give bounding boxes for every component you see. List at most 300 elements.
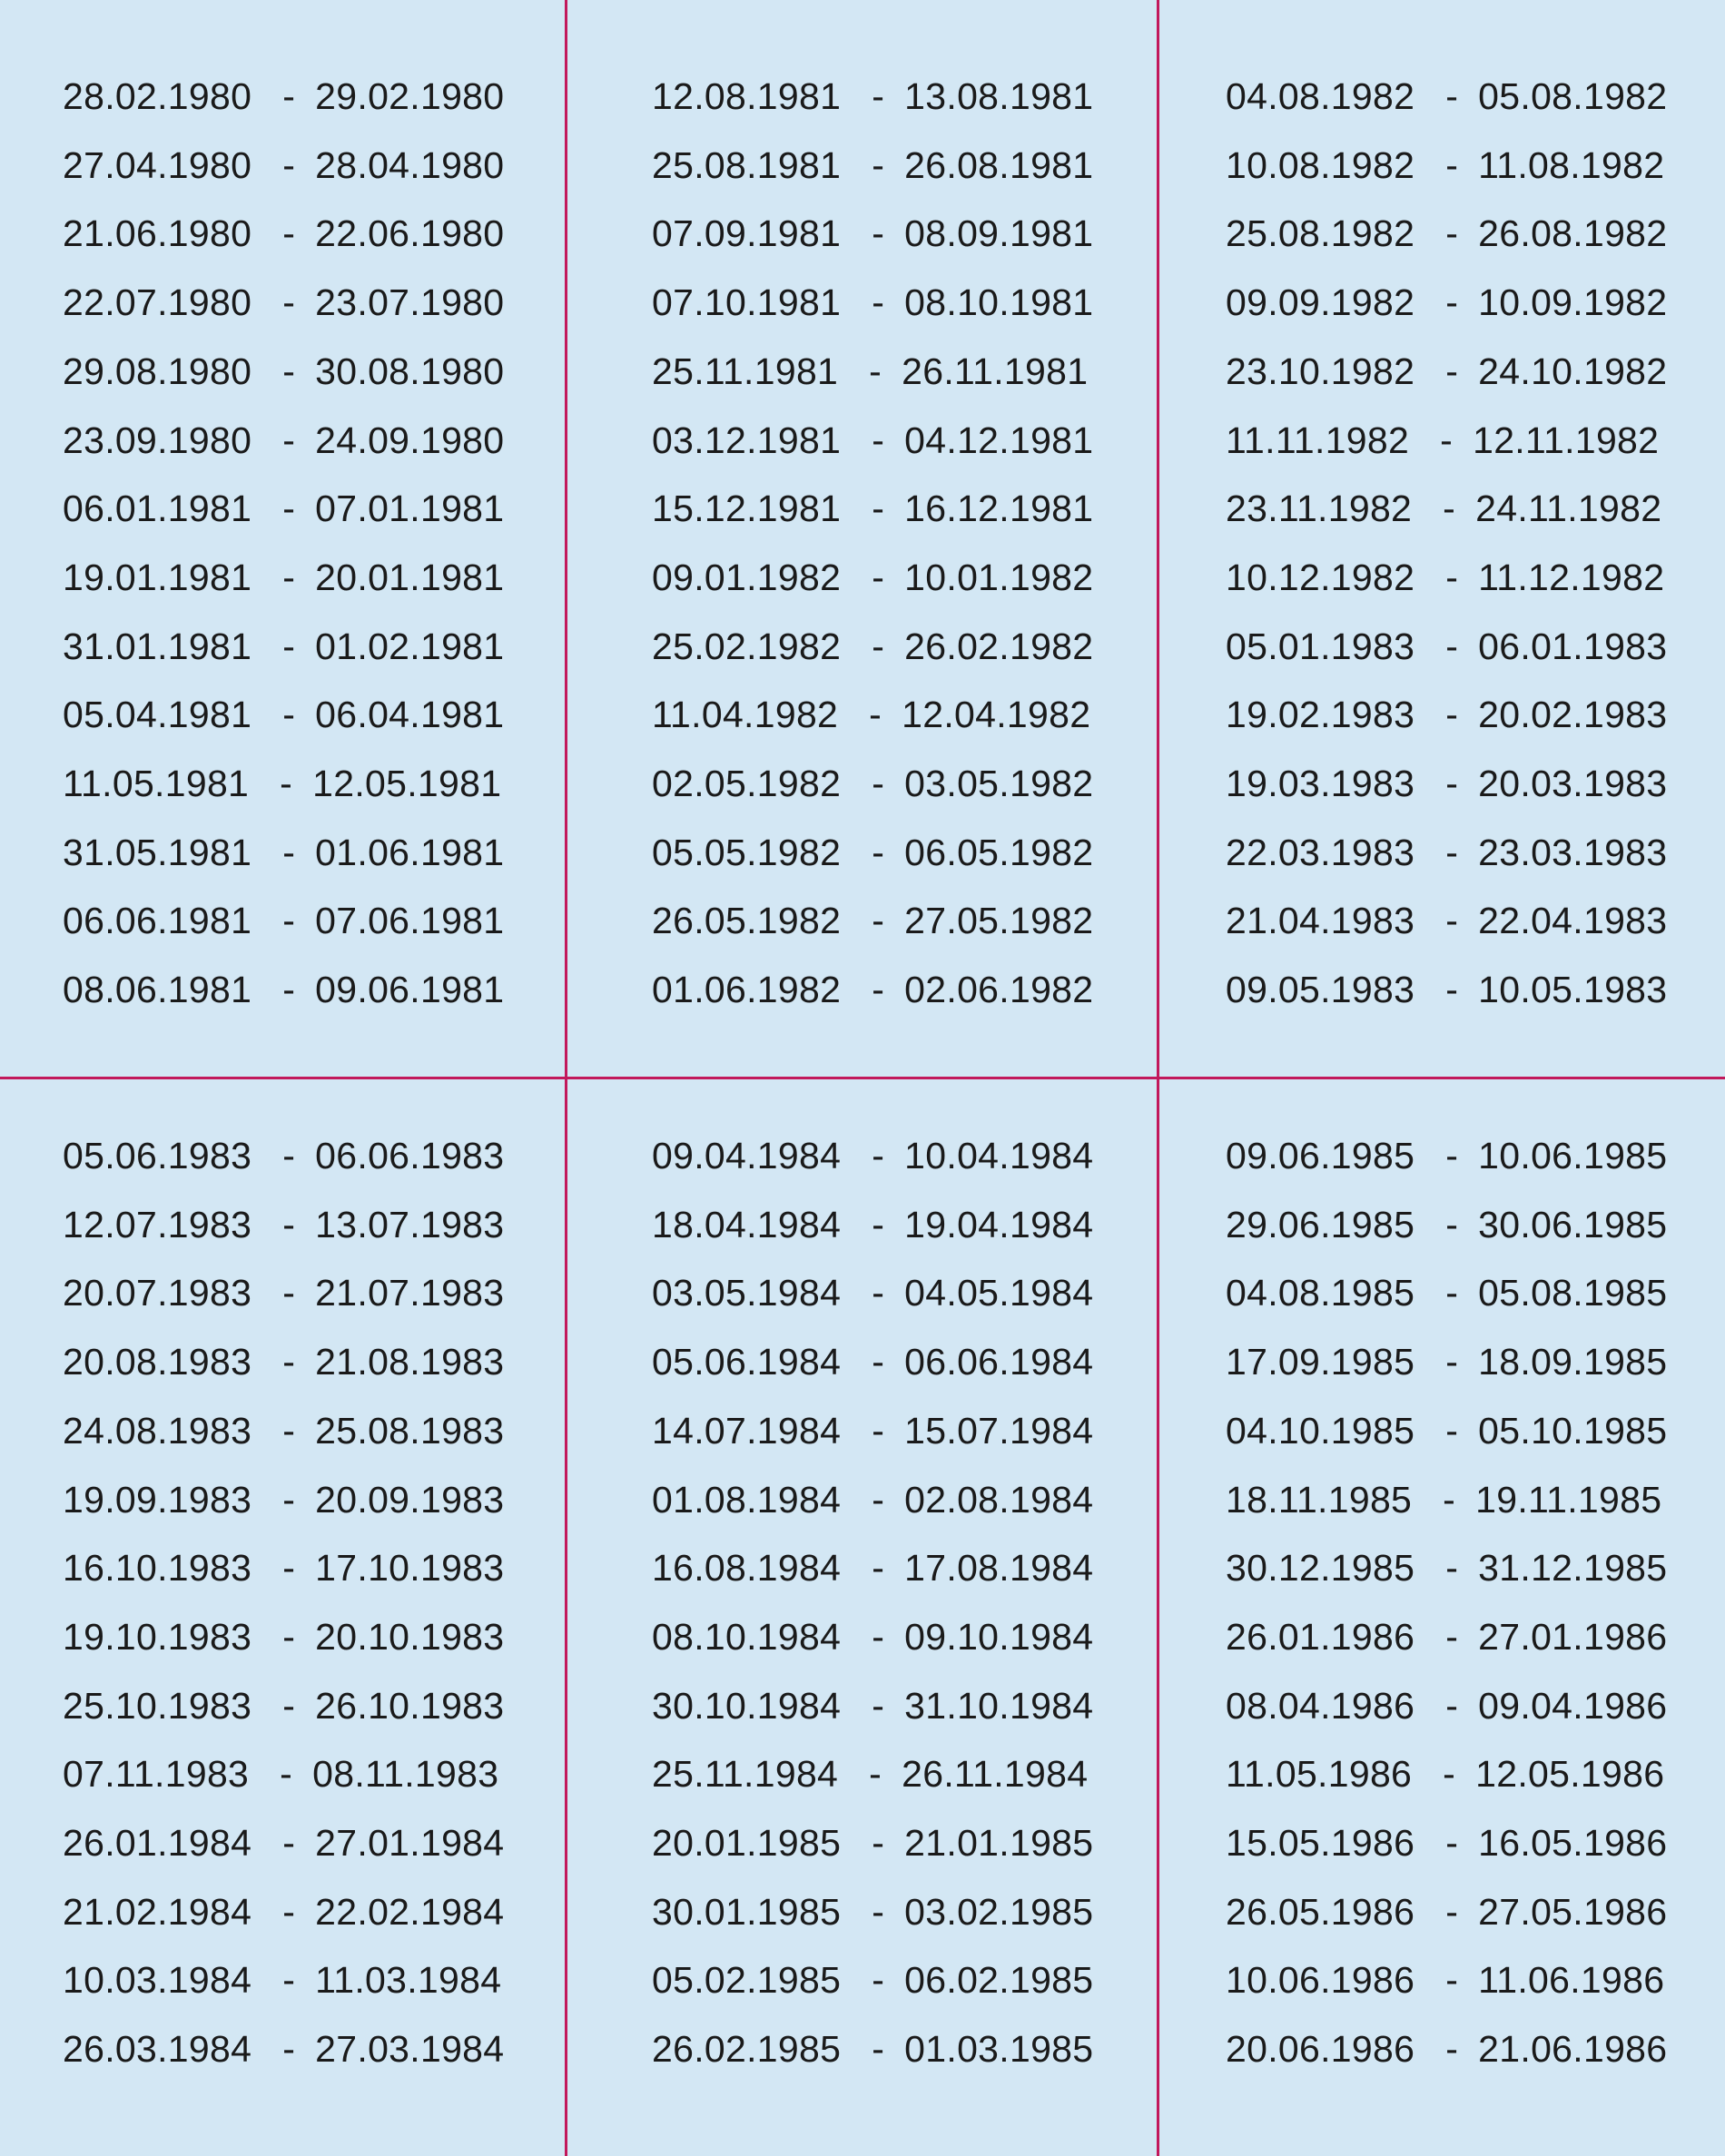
range-start-date: 05.04.1981 (63, 694, 252, 736)
range-start-date: 11.11.1982 (1226, 418, 1410, 461)
range-end-date: 08.09.1981 (904, 212, 1094, 255)
range-end-date: 21.06.1986 (1478, 2028, 1668, 2071)
range-end-date: 09.06.1981 (315, 969, 505, 1011)
range-start-date: 08.04.1986 (1226, 1684, 1415, 1727)
range-separator: - (1443, 487, 1456, 530)
range-start-date: 19.03.1983 (1226, 763, 1415, 804)
range-start-date: 30.01.1985 (652, 1890, 842, 1933)
range-end-date: 27.01.1986 (1478, 1615, 1668, 1658)
range-separator: - (282, 143, 296, 186)
range-separator: - (872, 1822, 885, 1864)
range-separator: - (1445, 831, 1459, 873)
range-end-date: 09.04.1986 (1478, 1684, 1668, 1727)
date-range-row (652, 1197, 1093, 1252)
range-start-date: 10.03.1984 (63, 1959, 252, 2002)
range-separator: - (1445, 143, 1459, 186)
range-separator: - (1445, 349, 1459, 392)
date-range-row (63, 550, 504, 605)
range-end-date: 20.03.1983 (1478, 763, 1668, 804)
range-start-date: 29.06.1985 (1226, 1203, 1415, 1245)
date-range-row (1226, 962, 1667, 1017)
date-range-row (63, 344, 504, 399)
date-range-row (652, 1679, 1093, 1733)
range-end-date: 26.02.1982 (904, 625, 1094, 667)
range-start-date: 25.10.1983 (63, 1684, 252, 1727)
range-end-date: 30.08.1980 (315, 349, 505, 392)
range-separator: - (282, 556, 296, 598)
range-start-date: 23.11.1982 (1226, 487, 1413, 530)
range-start-date: 19.10.1983 (63, 1615, 252, 1658)
range-end-date: 27.05.1982 (904, 900, 1094, 942)
range-start-date: 04.08.1982 (1226, 75, 1415, 117)
date-range-row (63, 206, 504, 261)
range-separator: - (872, 900, 885, 942)
range-end-date: 11.12.1982 (1478, 556, 1665, 598)
date-range-row (63, 756, 501, 811)
range-separator: - (282, 418, 296, 461)
range-end-date: 13.08.1981 (904, 75, 1094, 117)
date-range-row (1226, 1885, 1667, 1939)
range-end-date: 10.04.1984 (904, 1135, 1094, 1176)
range-separator: - (282, 1478, 296, 1521)
range-separator: - (1445, 1615, 1459, 1658)
date-range-row (1226, 1610, 1667, 1664)
range-start-date: 21.02.1984 (63, 1890, 252, 1933)
range-separator: - (1445, 75, 1459, 117)
date-range-row (652, 1610, 1093, 1664)
range-separator: - (1445, 1890, 1459, 1933)
range-end-date: 17.08.1984 (904, 1547, 1094, 1590)
date-range-row (63, 1334, 504, 1389)
range-separator: - (1445, 212, 1459, 255)
range-start-date: 25.08.1982 (1226, 212, 1415, 255)
range-start-date: 22.03.1983 (1226, 831, 1415, 873)
date-range-row (63, 481, 504, 536)
range-end-date: 20.10.1983 (315, 1615, 505, 1658)
range-separator: - (1445, 694, 1459, 736)
range-start-date: 25.11.1981 (652, 349, 839, 392)
range-end-date: 05.08.1982 (1478, 75, 1668, 117)
range-separator: - (869, 1753, 882, 1796)
range-separator: - (1445, 1135, 1459, 1176)
range-start-date: 28.02.1980 (63, 75, 252, 117)
date-range-row (1226, 1128, 1667, 1183)
range-end-date: 02.08.1984 (904, 1478, 1094, 1521)
date-range-row (63, 893, 504, 948)
range-separator: - (872, 418, 885, 461)
range-end-date: 12.11.1982 (1473, 418, 1660, 461)
range-end-date: 06.06.1983 (315, 1135, 505, 1176)
range-end-date: 31.12.1985 (1478, 1547, 1668, 1590)
date-range-row (1226, 1265, 1667, 1320)
date-range-row (652, 1265, 1093, 1320)
range-start-date: 10.08.1982 (1226, 143, 1415, 186)
range-start-date: 19.01.1981 (63, 556, 252, 598)
date-range-row (1226, 550, 1664, 605)
range-start-date: 01.06.1982 (652, 969, 842, 1011)
range-end-date: 01.06.1981 (315, 831, 505, 873)
date-range-row (1226, 1197, 1667, 1252)
range-end-date: 13.07.1983 (315, 1203, 505, 1245)
date-range-row (1226, 893, 1667, 948)
range-separator: - (1445, 625, 1459, 667)
range-start-date: 08.06.1981 (63, 969, 252, 1011)
range-end-date: 17.10.1983 (315, 1547, 505, 1590)
range-separator: - (1445, 556, 1459, 598)
range-separator: - (1445, 900, 1459, 942)
range-separator: - (282, 831, 296, 873)
range-separator: - (872, 1478, 885, 1521)
date-range-row (63, 687, 504, 742)
range-separator: - (282, 1959, 296, 2002)
date-range-row (63, 1472, 504, 1527)
range-end-date: 22.02.1984 (315, 1890, 505, 1933)
range-separator: - (872, 763, 885, 804)
range-end-date: 15.07.1984 (904, 1409, 1094, 1452)
date-range-row (652, 1747, 1088, 1801)
range-separator: - (282, 2028, 296, 2071)
range-end-date: 04.05.1984 (904, 1272, 1094, 1314)
range-separator: - (1445, 763, 1459, 804)
range-end-date: 02.06.1982 (904, 969, 1094, 1011)
date-range-row (63, 962, 504, 1017)
range-separator: - (872, 75, 885, 117)
range-start-date: 26.05.1982 (652, 900, 842, 942)
range-end-date: 18.09.1985 (1478, 1341, 1668, 1383)
range-start-date: 09.01.1982 (652, 556, 842, 598)
range-separator: - (280, 763, 293, 804)
date-range-row (63, 825, 504, 880)
date-range-row (652, 206, 1093, 261)
range-start-date: 23.10.1982 (1226, 349, 1415, 392)
date-range-row (652, 481, 1093, 536)
range-separator: - (1440, 418, 1454, 461)
date-range-row (1226, 2022, 1667, 2076)
range-start-date: 05.02.1985 (652, 1959, 842, 2002)
date-range-row (652, 1541, 1093, 1595)
range-separator: - (872, 1272, 885, 1314)
date-range-row (652, 138, 1093, 192)
range-start-date: 26.03.1984 (63, 2028, 252, 2071)
range-start-date: 27.04.1980 (63, 143, 252, 186)
date-range-row (63, 413, 504, 468)
range-end-date: 27.03.1984 (315, 2028, 505, 2071)
range-start-date: 09.04.1984 (652, 1135, 842, 1176)
range-end-date: 06.02.1985 (904, 1959, 1094, 2002)
date-range-row (652, 275, 1093, 330)
range-start-date: 30.12.1985 (1226, 1547, 1415, 1590)
range-end-date: 12.05.1981 (312, 763, 502, 804)
range-separator: - (872, 625, 885, 667)
range-start-date: 23.09.1980 (63, 418, 252, 461)
range-start-date: 25.02.1982 (652, 625, 842, 667)
range-end-date: 06.01.1983 (1478, 625, 1668, 667)
range-start-date: 11.05.1981 (63, 763, 250, 804)
range-start-date: 04.08.1985 (1226, 1272, 1415, 1314)
range-start-date: 26.01.1984 (63, 1822, 252, 1864)
range-end-date: 26.08.1981 (904, 143, 1094, 186)
date-range-row (652, 756, 1093, 811)
range-start-date: 09.09.1982 (1226, 281, 1415, 324)
date-range-row (1226, 413, 1659, 468)
range-separator: - (1445, 1959, 1459, 2002)
date-range-row (1226, 825, 1667, 880)
range-separator: - (282, 75, 296, 117)
date-range-row (1226, 619, 1667, 674)
date-range-row (1226, 1953, 1664, 2007)
date-range-row (652, 825, 1093, 880)
date-range-row (652, 1334, 1093, 1389)
range-start-date: 24.08.1983 (63, 1409, 252, 1452)
date-range-row (1226, 206, 1667, 261)
range-start-date: 10.06.1986 (1226, 1959, 1415, 2002)
range-start-date: 21.06.1980 (63, 212, 252, 255)
range-end-date: 24.11.1982 (1475, 487, 1662, 530)
range-start-date: 31.05.1981 (63, 831, 252, 873)
date-range-row (1226, 1679, 1667, 1733)
range-start-date: 03.05.1984 (652, 1272, 842, 1314)
range-end-date: 08.11.1983 (312, 1753, 499, 1796)
range-separator: - (872, 1135, 885, 1176)
range-separator: - (1445, 969, 1459, 1011)
range-start-date: 02.05.1982 (652, 763, 842, 804)
range-separator: - (1445, 1547, 1459, 1590)
range-end-date: 26.11.1981 (902, 349, 1089, 392)
date-range-row (63, 619, 504, 674)
range-end-date: 12.05.1986 (1475, 1753, 1665, 1796)
range-end-date: 10.01.1982 (904, 556, 1094, 598)
range-end-date: 11.06.1986 (1478, 1959, 1665, 2002)
range-separator: - (1445, 1822, 1459, 1864)
range-separator: - (282, 281, 296, 324)
range-separator: - (872, 143, 885, 186)
date-range-row (1226, 687, 1667, 742)
date-range-row (652, 687, 1090, 742)
range-end-date: 05.10.1985 (1478, 1409, 1668, 1452)
range-end-date: 05.08.1985 (1478, 1272, 1668, 1314)
date-range-row (63, 1610, 504, 1664)
range-start-date: 10.12.1982 (1226, 556, 1415, 598)
date-range-row (63, 1816, 504, 1870)
range-start-date: 20.06.1986 (1226, 2028, 1415, 2071)
range-separator: - (1443, 1753, 1456, 1796)
date-range-row (1226, 481, 1661, 536)
date-range-row (63, 1679, 504, 1733)
range-end-date: 10.09.1982 (1478, 281, 1668, 324)
date-range-row (652, 1816, 1093, 1870)
range-start-date: 05.06.1984 (652, 1341, 842, 1383)
range-separator: - (869, 694, 882, 736)
date-range-row (63, 1265, 504, 1320)
range-start-date: 07.09.1981 (652, 212, 842, 255)
date-range-row (63, 69, 504, 123)
date-range-row (1226, 69, 1667, 123)
date-range-row (1226, 344, 1667, 399)
range-start-date: 12.08.1981 (652, 75, 842, 117)
range-start-date: 05.06.1983 (63, 1135, 252, 1176)
range-start-date: 16.10.1983 (63, 1547, 252, 1590)
range-end-date: 06.06.1984 (904, 1341, 1094, 1383)
date-range-row (1226, 756, 1667, 811)
date-range-row (1226, 1747, 1664, 1801)
range-start-date: 26.02.1985 (652, 2028, 842, 2071)
date-range-row (652, 962, 1093, 1017)
range-end-date: 06.04.1981 (315, 694, 505, 736)
range-end-date: 28.04.1980 (315, 143, 505, 186)
range-separator: - (872, 1547, 885, 1590)
range-separator: - (282, 1890, 296, 1933)
range-separator: - (872, 1890, 885, 1933)
range-start-date: 18.11.1985 (1226, 1478, 1413, 1521)
range-start-date: 09.05.1983 (1226, 969, 1415, 1011)
range-end-date: 27.01.1984 (315, 1822, 505, 1864)
range-start-date: 25.08.1981 (652, 143, 842, 186)
date-range-row (1226, 138, 1664, 192)
range-start-date: 25.11.1984 (652, 1753, 839, 1796)
range-end-date: 06.05.1982 (904, 831, 1094, 873)
range-end-date: 16.12.1981 (904, 487, 1094, 530)
date-range-row (652, 413, 1093, 468)
range-start-date: 09.06.1985 (1226, 1135, 1415, 1176)
date-range-row (652, 619, 1093, 674)
range-end-date: 23.07.1980 (315, 281, 505, 324)
range-separator: - (282, 1272, 296, 1314)
range-separator: - (282, 1341, 296, 1383)
range-start-date: 30.10.1984 (652, 1684, 842, 1727)
range-start-date: 03.12.1981 (652, 418, 842, 461)
range-start-date: 12.07.1983 (63, 1203, 252, 1245)
range-separator: - (282, 349, 296, 392)
range-end-date: 10.06.1985 (1478, 1135, 1668, 1176)
range-end-date: 04.12.1981 (904, 418, 1094, 461)
range-separator: - (1445, 1684, 1459, 1727)
range-start-date: 01.08.1984 (652, 1478, 842, 1521)
range-end-date: 30.06.1985 (1478, 1203, 1668, 1245)
date-range-row (63, 2022, 504, 2076)
range-end-date: 12.04.1982 (902, 694, 1091, 736)
range-separator: - (282, 1822, 296, 1864)
range-end-date: 07.06.1981 (315, 900, 505, 942)
range-end-date: 11.03.1984 (315, 1959, 502, 2002)
range-separator: - (872, 1684, 885, 1727)
range-end-date: 26.08.1982 (1478, 212, 1668, 255)
range-start-date: 11.05.1986 (1226, 1753, 1413, 1796)
range-end-date: 19.11.1985 (1475, 1478, 1662, 1521)
range-end-date: 26.10.1983 (315, 1684, 505, 1727)
date-range-row (652, 344, 1088, 399)
range-separator: - (872, 1959, 885, 2002)
range-end-date: 21.01.1985 (904, 1822, 1094, 1864)
range-separator: - (872, 831, 885, 873)
range-start-date: 29.08.1980 (63, 349, 252, 392)
range-start-date: 18.04.1984 (652, 1203, 842, 1245)
range-separator: - (869, 349, 882, 392)
range-separator: - (282, 1203, 296, 1245)
range-end-date: 03.02.1985 (904, 1890, 1094, 1933)
date-range-row (652, 2022, 1093, 2076)
date-range-row (63, 1197, 504, 1252)
range-end-date: 09.10.1984 (904, 1615, 1094, 1658)
range-separator: - (280, 1753, 293, 1796)
range-separator: - (282, 1547, 296, 1590)
date-range-row (652, 69, 1093, 123)
range-start-date: 15.05.1986 (1226, 1822, 1415, 1864)
range-end-date: 21.07.1983 (315, 1272, 505, 1314)
date-range-row (652, 1885, 1093, 1939)
range-separator: - (872, 1615, 885, 1658)
range-separator: - (1445, 2028, 1459, 2071)
range-separator: - (282, 694, 296, 736)
range-start-date: 20.07.1983 (63, 1272, 252, 1314)
range-end-date: 24.09.1980 (315, 418, 505, 461)
date-range-row (63, 275, 504, 330)
range-end-date: 29.02.1980 (315, 75, 505, 117)
range-start-date: 07.11.1983 (63, 1753, 250, 1796)
range-end-date: 31.10.1984 (904, 1684, 1094, 1727)
date-range-row (1226, 1334, 1667, 1389)
date-range-row (1226, 275, 1667, 330)
range-end-date: 20.02.1983 (1478, 694, 1668, 736)
range-end-date: 01.03.1985 (904, 2028, 1094, 2071)
date-range-row (63, 1885, 504, 1939)
range-end-date: 24.10.1982 (1478, 349, 1668, 392)
range-end-date: 03.05.1982 (904, 763, 1094, 804)
range-start-date: 19.09.1983 (63, 1478, 252, 1521)
range-start-date: 14.07.1984 (652, 1409, 842, 1452)
range-end-date: 22.06.1980 (315, 212, 505, 255)
range-start-date: 22.07.1980 (63, 281, 252, 324)
date-range-row (1226, 1472, 1661, 1527)
range-separator: - (1445, 281, 1459, 324)
range-end-date: 20.01.1981 (315, 556, 505, 598)
date-range-row (63, 1541, 504, 1595)
range-end-date: 01.02.1981 (315, 625, 505, 667)
range-start-date: 11.04.1982 (652, 694, 839, 736)
range-start-date: 19.02.1983 (1226, 694, 1415, 736)
range-separator: - (1445, 1409, 1459, 1452)
date-range-row (652, 893, 1093, 948)
range-separator: - (872, 556, 885, 598)
range-separator: - (1445, 1272, 1459, 1314)
range-end-date: 27.05.1986 (1478, 1890, 1668, 1933)
range-start-date: 06.01.1981 (63, 487, 252, 530)
range-end-date: 26.11.1984 (902, 1753, 1089, 1796)
range-separator: - (872, 1203, 885, 1245)
range-separator: - (872, 1409, 885, 1452)
range-start-date: 31.01.1981 (63, 625, 252, 667)
range-start-date: 20.01.1985 (652, 1822, 842, 1864)
range-start-date: 08.10.1984 (652, 1615, 842, 1658)
range-separator: - (1443, 1478, 1456, 1521)
range-end-date: 23.03.1983 (1478, 831, 1668, 873)
date-range-row (63, 1953, 501, 2007)
date-range-row (652, 550, 1093, 605)
range-start-date: 21.04.1983 (1226, 900, 1415, 942)
horizontal-divider (0, 1077, 1725, 1079)
range-start-date: 26.01.1986 (1226, 1615, 1415, 1658)
range-separator: - (872, 1341, 885, 1383)
range-start-date: 26.05.1986 (1226, 1890, 1415, 1933)
date-range-row (652, 1953, 1093, 2007)
range-end-date: 11.08.1982 (1478, 143, 1665, 186)
range-separator: - (282, 969, 296, 1011)
range-separator: - (282, 212, 296, 255)
range-end-date: 10.05.1983 (1478, 969, 1668, 1011)
date-range-row (1226, 1403, 1667, 1458)
range-separator: - (282, 1684, 296, 1727)
date-range-row (63, 1403, 504, 1458)
date-range-row (652, 1403, 1093, 1458)
